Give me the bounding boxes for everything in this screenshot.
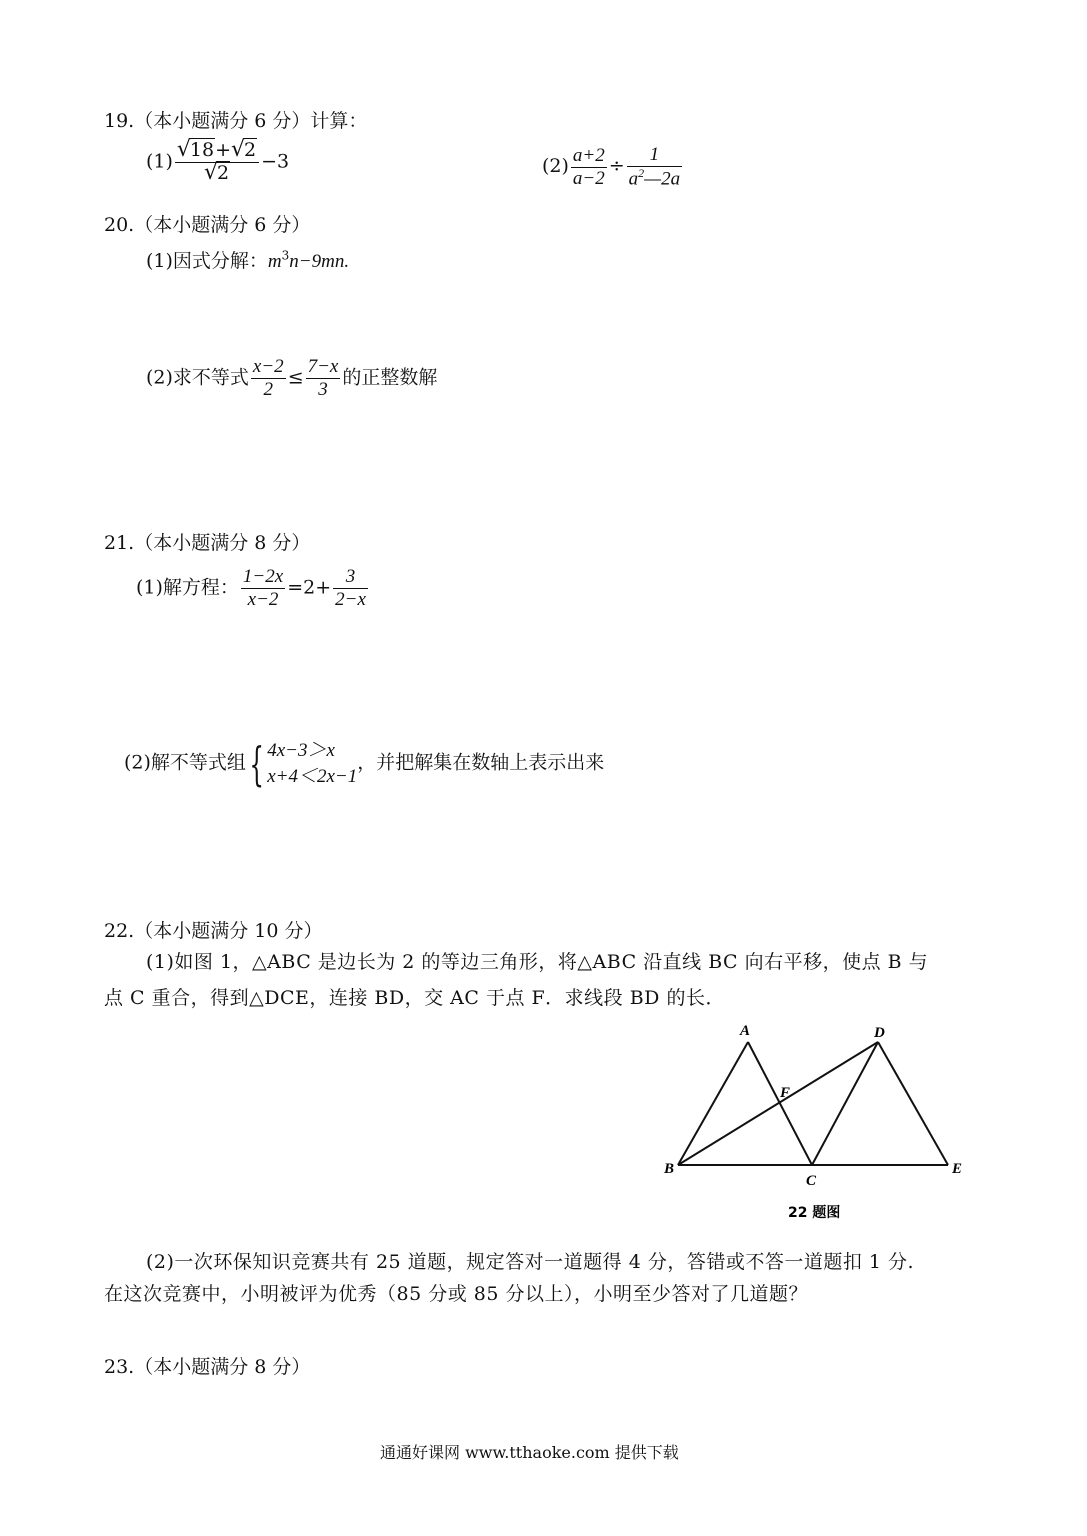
q19-p2-den2-a: a [628, 168, 639, 190]
q19-part1 [146, 137, 290, 185]
inequality-1: 4x−3＞x [267, 740, 335, 761]
sqrt-18: 18 [189, 139, 215, 161]
q23-header: 23.（本小题满分 8 分） [104, 1356, 311, 1378]
segment-CD [812, 1042, 878, 1165]
q20-part1 [146, 246, 349, 273]
q21-p2-suffix: ，并把解集在数轴上表示出来 [357, 751, 605, 774]
q20-p1-prefix: (1)因式分解： [146, 250, 268, 272]
label-E: E [952, 1161, 963, 1177]
label-D: D [874, 1025, 885, 1041]
q21-part1 [136, 566, 370, 611]
q19-p1-tail: −3 [261, 150, 290, 173]
q19-p2-den1: a−2 [572, 167, 605, 189]
q20-p1-exp: 3 [281, 248, 290, 263]
q20-p2-prefix: (2)求不等式 [146, 366, 249, 389]
q20-p2-den2: 3 [306, 378, 341, 401]
q20-p1-m: m [267, 251, 282, 272]
segment-AB [678, 1042, 748, 1165]
q19-p2-den2-b: —2a [644, 168, 681, 190]
q21-p1-frac1 [241, 566, 285, 611]
q21-p1-den1: x−2 [241, 588, 285, 611]
q20-p2-num2: 7−x [307, 356, 339, 377]
inequality-system [267, 738, 357, 789]
divide-sign: ÷ [608, 155, 625, 178]
left-brace-icon: { [249, 736, 264, 791]
plus: + [215, 139, 232, 161]
segment-AC [748, 1042, 812, 1165]
q21-p1-num1: 1−2x [242, 566, 284, 587]
q22-header: 22.（本小题满分 10 分） [104, 920, 323, 942]
label-C: C [806, 1173, 817, 1189]
label-F: F [780, 1085, 791, 1101]
q20-p2-frac1 [251, 356, 286, 401]
segment-DE [878, 1042, 948, 1165]
q19-p1-label: (1) [146, 150, 173, 173]
label-B: B [664, 1161, 675, 1177]
q19-p2-num2: 1 [649, 144, 660, 165]
q19-part2 [542, 144, 684, 190]
q19-p2-frac1 [571, 145, 607, 190]
q19-p2-den2-exp: 2 [638, 165, 645, 180]
q19-p2-frac2 [627, 144, 682, 190]
q21-p1-frac2 [333, 566, 368, 611]
figure-22 [640, 1015, 980, 1230]
q19-p2-den2 [627, 166, 682, 190]
segment-BD [678, 1042, 878, 1165]
q21-p1-prefix: (1)解方程： [136, 576, 239, 599]
q21-header: 21.（本小题满分 8 分） [104, 532, 311, 554]
q20-part2 [146, 356, 437, 401]
q20-header: 20.（本小题满分 6 分） [104, 214, 311, 236]
q19-p1-fraction: √ 18+ √ 2 √ 2 [175, 140, 259, 185]
q22-p1-line1: (1)如图 1，△ABC 是边长为 2 的等边三角形，将△ABC 沿直线 BC 向右平移，使点 B 与 [146, 951, 929, 973]
q21-p1-num2: 3 [345, 566, 356, 587]
q22-p2-line1: (2)一次环保知识竞赛共有 25 道题，规定答对一道题得 4 分，答错或不答一道题扣 1 分. [146, 1251, 915, 1273]
q19-p2-label: (2) [542, 155, 569, 178]
q22-p1-line2: 点 C 重合，得到△DCE，连接 BD，交 AC 于点 F．求线段 BD 的长． [104, 987, 725, 1009]
q21-p1-den2: 2−x [335, 588, 366, 610]
q22-p2-line2: 在这次竞赛中，小明被评为优秀（85 分或 85 分以上），小明至少答对了几道题？ [104, 1283, 808, 1305]
q20-p1-rest: n−9mn. [289, 251, 350, 272]
q20-p2-den1: 2 [251, 378, 286, 401]
q21-p1-mid: =2+ [287, 576, 332, 599]
label-A: A [740, 1023, 751, 1039]
le-sign: ≤ [287, 366, 304, 389]
q21-part2 [124, 738, 604, 789]
inequality-2: x+4＜2x−1 [267, 765, 358, 787]
sqrt-2-den: 2 [216, 161, 230, 184]
page-footer: 通通好课网 www.tthaoke.com 提供下载 [380, 1443, 679, 1462]
sqrt-2: 2 [244, 139, 257, 161]
q20-p2-num1: x−2 [252, 356, 284, 377]
q20-p2-suffix: 的正整数解 [342, 366, 438, 389]
q19-p2-num1: a+2 [572, 144, 605, 166]
q20-p2-frac2 [306, 356, 341, 401]
q19-header: 19.（本小题满分 6 分）计算： [104, 110, 368, 132]
q21-p2-prefix: (2)解不等式组 [124, 751, 246, 774]
figure-caption: 22 题图 [788, 1205, 841, 1221]
